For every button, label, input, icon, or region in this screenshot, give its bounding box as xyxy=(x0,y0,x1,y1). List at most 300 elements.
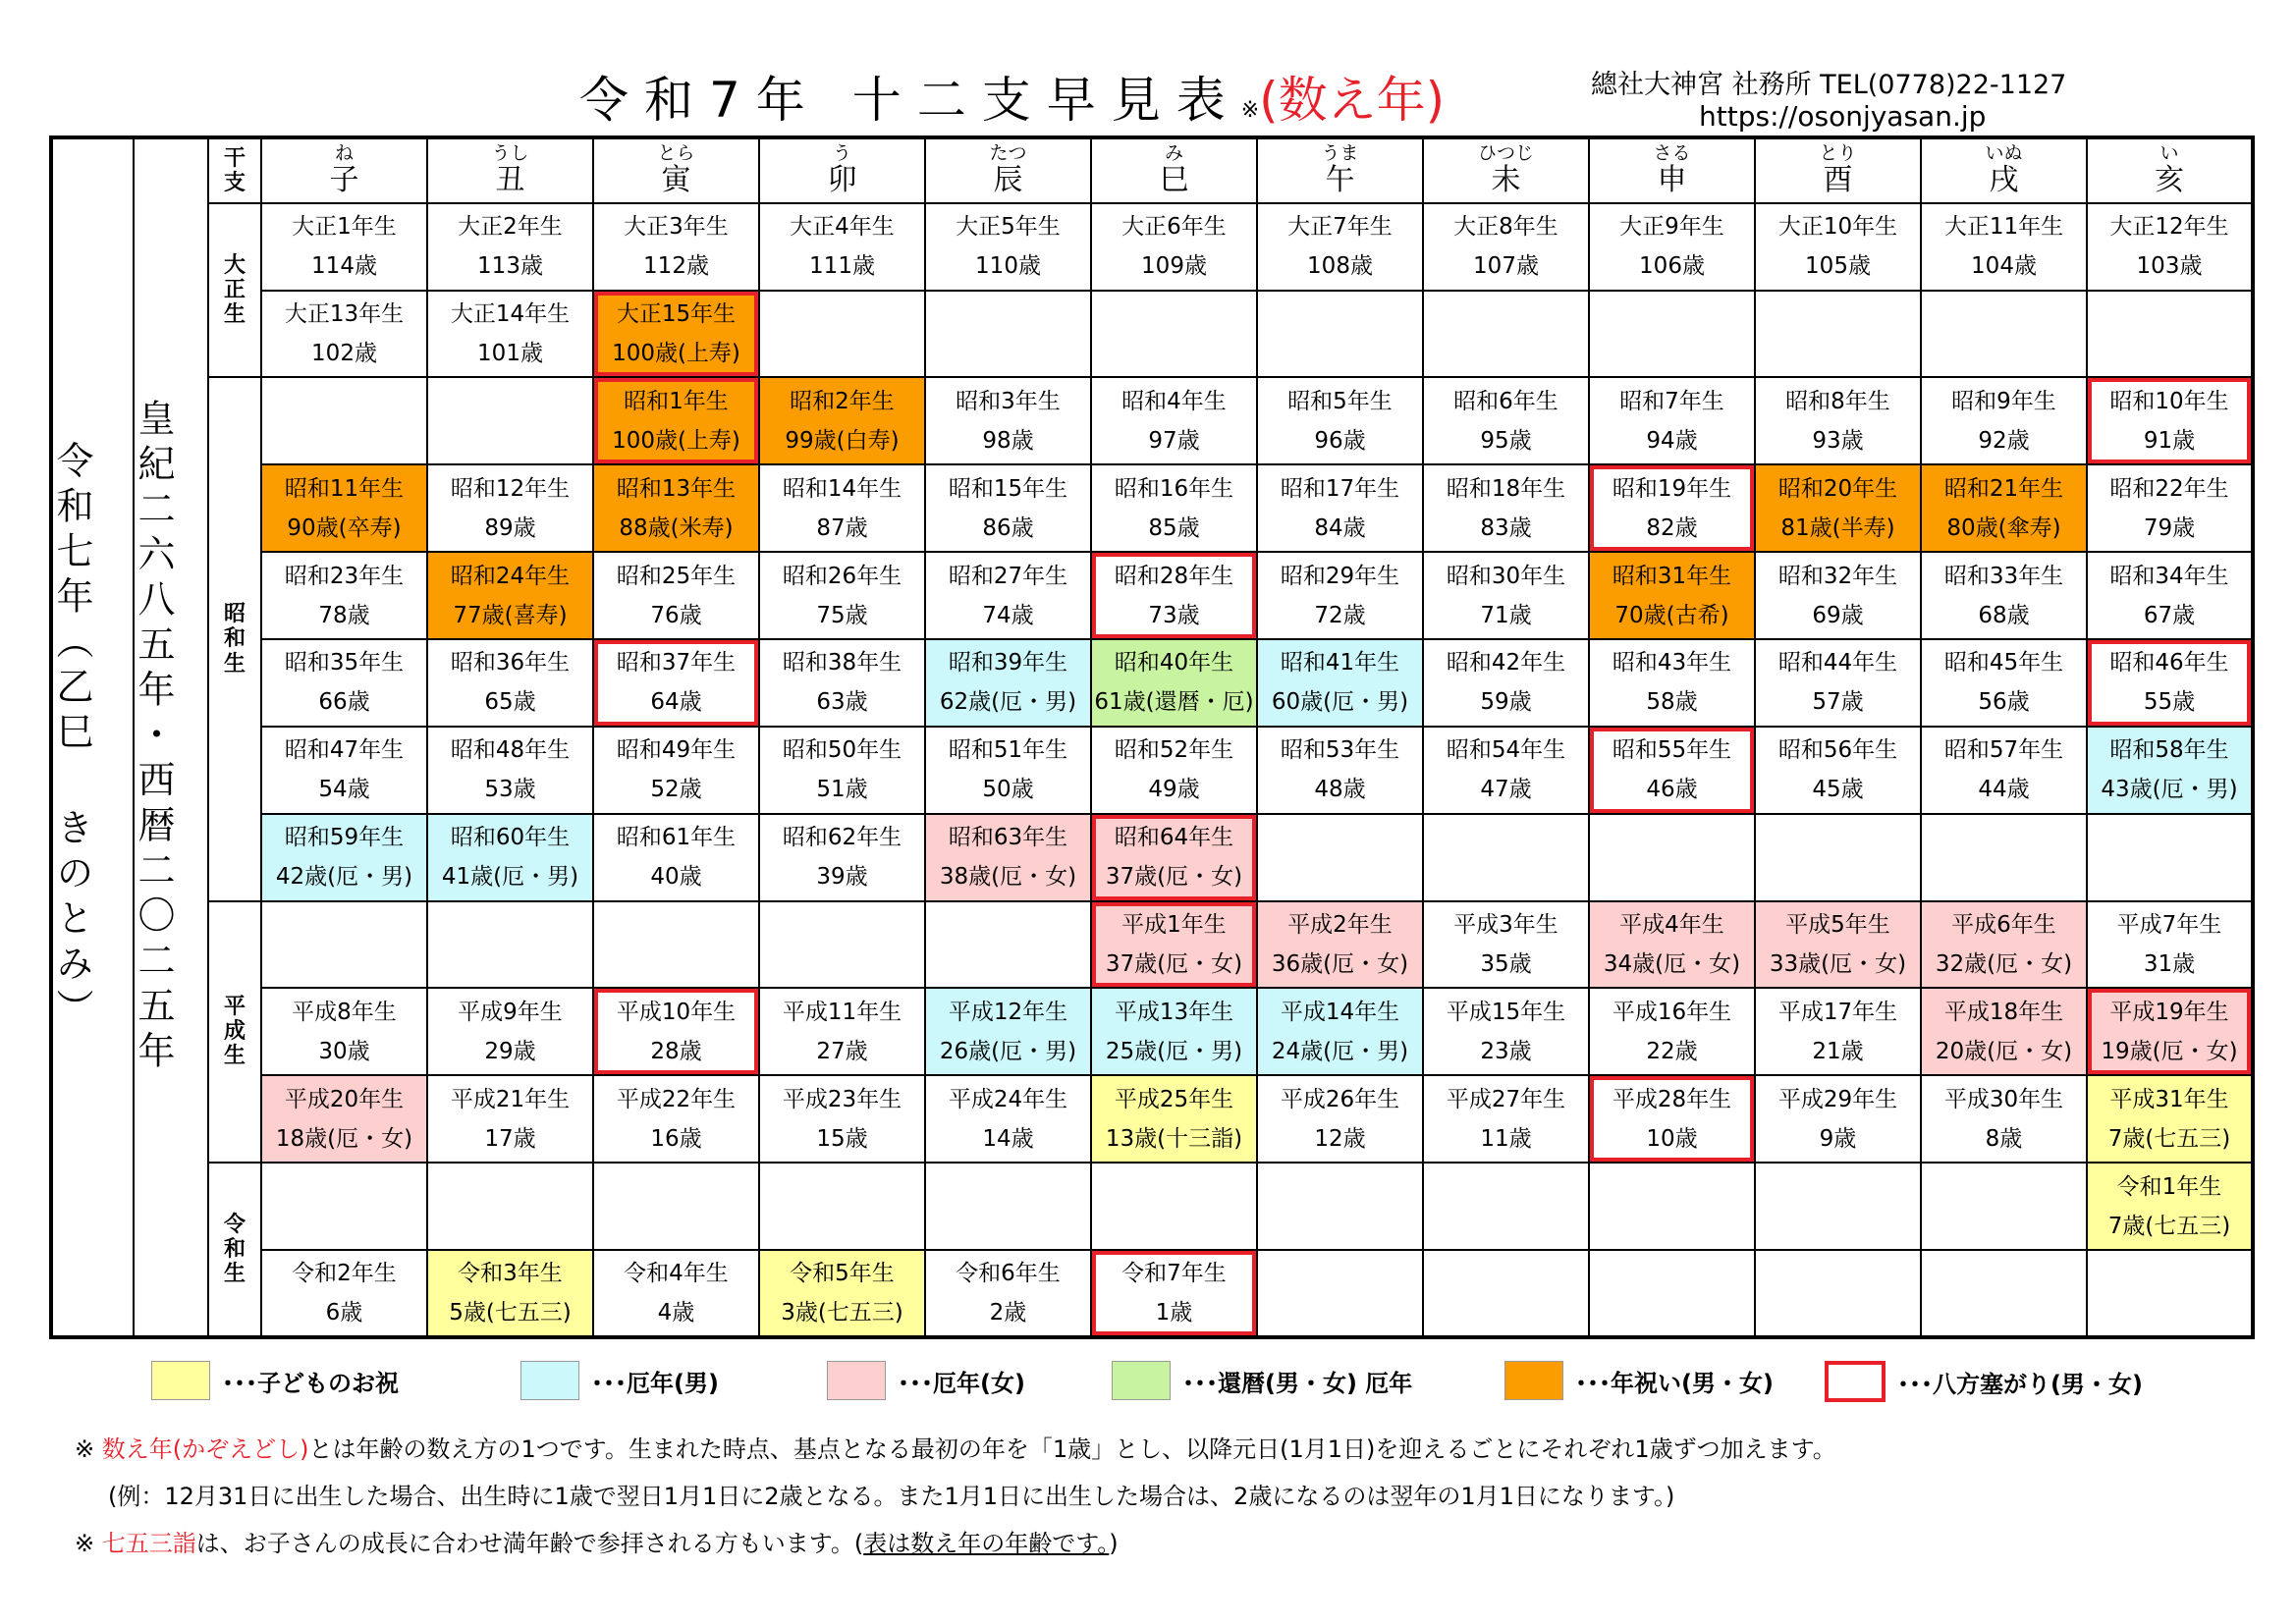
birth-year: 昭和40年生 xyxy=(1114,650,1234,677)
birth-year: 昭和18年生 xyxy=(1446,475,1566,502)
eto-header xyxy=(1423,137,1589,203)
age: 42歳(厄・男) xyxy=(275,864,413,891)
birth-year: 昭和26年生 xyxy=(782,563,902,589)
birth-year: 昭和9年生 xyxy=(1951,388,2056,414)
birth-year-cell xyxy=(1921,552,2087,639)
birth-year-cell xyxy=(1423,901,1589,989)
birth-year: 昭和30年生 xyxy=(1446,563,1566,589)
age: 90歳(卒寿) xyxy=(287,514,402,541)
birth-year: 昭和61年生 xyxy=(616,825,737,851)
birth-year-cell xyxy=(1921,639,2087,727)
birth-year-cell xyxy=(261,377,427,464)
age: 15歳 xyxy=(816,1125,868,1152)
eto-kanji: 卯 xyxy=(827,163,857,198)
age: 35歳 xyxy=(1480,950,1532,977)
eto-kanji: 申 xyxy=(1657,163,1687,198)
age: 27歳 xyxy=(816,1038,868,1064)
birth-year-cell xyxy=(261,814,427,901)
koki-label: 皇紀二六八五年・西暦二〇二五年 xyxy=(132,399,175,1076)
age: 80歳(傘寿) xyxy=(1946,514,2061,541)
birth-year: 令和1年生 xyxy=(2116,1173,2222,1200)
birth-year-cell xyxy=(925,901,1091,989)
birth-year: 昭和33年生 xyxy=(1943,563,2064,589)
birth-year-cell xyxy=(1091,814,1257,901)
age: 52歳 xyxy=(650,777,702,803)
birth-year: 平成28年生 xyxy=(1612,1086,1732,1112)
eto-header xyxy=(593,137,759,203)
age: 43歳(厄・男) xyxy=(2101,777,2238,803)
birth-year-cell xyxy=(2087,727,2253,814)
eto-kana: たつ xyxy=(989,142,1027,165)
birth-year: 昭和52年生 xyxy=(1114,737,1234,764)
age: 41歳(厄・男) xyxy=(441,864,579,891)
birth-year-cell xyxy=(593,639,759,727)
age: 47歳 xyxy=(1480,777,1532,803)
eto-label-char: 支 xyxy=(223,170,246,195)
year-label-cell xyxy=(51,137,134,1337)
birth-year: 昭和63年生 xyxy=(948,825,1068,851)
note-kazoe-text: とは年齢の数え方の1つです。生まれた時点、基点となる最初の年を「1歳」とし、以降元日(1月1日)を迎えるごとにそれぞれ1歳ずつ加えます。 xyxy=(308,1435,1836,1463)
note-shichigosan-term: 七五三詣 xyxy=(101,1530,196,1557)
birth-year: 平成30年生 xyxy=(1943,1086,2064,1112)
birth-year-cell xyxy=(1755,291,1921,378)
age: 114歳 xyxy=(311,253,377,280)
birth-year: 大正7年生 xyxy=(1287,214,1393,241)
birth-year-cell xyxy=(1257,639,1423,727)
birth-year-cell xyxy=(925,1250,1091,1337)
age: 65歳 xyxy=(484,689,536,716)
birth-year-cell xyxy=(2087,988,2253,1075)
age: 91歳 xyxy=(2143,427,2196,454)
era-label-char: 生 xyxy=(223,302,246,328)
birth-year-cell xyxy=(1423,1163,1589,1250)
birth-year: 昭和25年生 xyxy=(616,563,737,589)
legend-label: ･･･年祝い(男・女) xyxy=(1575,1369,1774,1397)
birth-year-cell xyxy=(1091,639,1257,727)
era-label-char: 令 xyxy=(223,1212,246,1237)
age: 100歳(上寿) xyxy=(612,427,740,454)
birth-year-cell xyxy=(925,377,1091,464)
birth-year-cell xyxy=(1423,988,1589,1075)
age: 104歳 xyxy=(1971,253,2037,280)
age: 1歳 xyxy=(1155,1299,1193,1326)
eto-kana: さる xyxy=(1653,142,1691,165)
birth-year: 昭和38年生 xyxy=(782,650,902,677)
birth-year: 平成25年生 xyxy=(1114,1086,1234,1112)
eto-header xyxy=(261,137,427,203)
birth-year: 大正6年生 xyxy=(1121,214,1227,241)
birth-year-cell xyxy=(593,814,759,901)
birth-year-cell xyxy=(427,901,593,989)
birth-year-cell xyxy=(1257,1163,1423,1250)
birth-year: 平成12年生 xyxy=(948,999,1068,1025)
birth-year-cell xyxy=(759,203,925,291)
note-shichigosan-underline: 表は数え年の年齢です。 xyxy=(863,1530,1110,1557)
table-row xyxy=(51,203,2253,291)
birth-year: 大正15年生 xyxy=(616,300,737,327)
birth-year: 令和2年生 xyxy=(292,1260,397,1286)
birth-year: 昭和42年生 xyxy=(1446,650,1566,677)
age: 37歳(厄・女) xyxy=(1105,864,1243,891)
birth-year-cell xyxy=(1921,291,2087,378)
birth-year-cell xyxy=(1257,291,1423,378)
birth-year-cell xyxy=(2087,1163,2253,1250)
age: 111歳 xyxy=(809,253,875,280)
birth-year-cell xyxy=(1755,988,1921,1075)
birth-year-cell xyxy=(1423,639,1589,727)
age: 9歳 xyxy=(1819,1125,1857,1152)
birth-year: 平成21年生 xyxy=(450,1086,571,1112)
birth-year: 平成26年生 xyxy=(1280,1086,1400,1112)
age: 84歳 xyxy=(1314,514,1366,541)
birth-year-cell xyxy=(427,464,593,552)
birth-year-cell xyxy=(1423,1075,1589,1163)
birth-year: 昭和10年生 xyxy=(2109,388,2229,414)
birth-year-cell xyxy=(593,988,759,1075)
age: 29歳 xyxy=(484,1038,536,1064)
birth-year-cell xyxy=(925,639,1091,727)
age: 97歳 xyxy=(1148,427,1200,454)
age: 88歳(米寿) xyxy=(619,514,734,541)
birth-year-cell xyxy=(1589,464,1755,552)
birth-year: 昭和2年生 xyxy=(790,388,895,414)
birth-year-cell xyxy=(1257,1250,1423,1337)
note-mark: ※ xyxy=(75,1435,95,1463)
birth-year-cell xyxy=(1091,727,1257,814)
birth-year-cell xyxy=(593,1250,759,1337)
birth-year-cell xyxy=(1921,203,2087,291)
age: 45歳 xyxy=(1812,777,1864,803)
age: 34歳(厄・女) xyxy=(1603,950,1741,977)
birth-year-cell xyxy=(2087,464,2253,552)
age: 92歳 xyxy=(1978,427,2030,454)
era-label-char: 大 xyxy=(223,252,246,278)
birth-year: 昭和6年生 xyxy=(1453,388,1558,414)
age: 57歳 xyxy=(1812,689,1864,716)
age: 106歳 xyxy=(1639,253,1705,280)
birth-year: 昭和20年生 xyxy=(1777,475,1898,502)
birth-year-cell xyxy=(1921,1163,2087,1250)
eto-header xyxy=(759,137,925,203)
birth-year-cell xyxy=(759,814,925,901)
birth-year-cell xyxy=(1091,901,1257,989)
eto-kanji: 辰 xyxy=(993,163,1023,198)
birth-year-cell xyxy=(925,1075,1091,1163)
age: 18歳(厄・女) xyxy=(275,1125,413,1152)
birth-year-cell xyxy=(925,291,1091,378)
birth-year: 令和3年生 xyxy=(458,1260,563,1286)
birth-year: 昭和27年生 xyxy=(948,563,1068,589)
birth-year-cell xyxy=(1921,1075,2087,1163)
age: 94歳 xyxy=(1646,427,1698,454)
birth-year-cell xyxy=(1589,1250,1755,1337)
age: 39歳 xyxy=(816,864,868,891)
birth-year-cell xyxy=(593,377,759,464)
age: 85歳 xyxy=(1148,514,1200,541)
eto-header xyxy=(1091,137,1257,203)
birth-year-cell xyxy=(1755,727,1921,814)
age: 24歳(厄・男) xyxy=(1271,1038,1409,1064)
age: 30歳 xyxy=(318,1038,370,1064)
age: 25歳(厄・男) xyxy=(1105,1038,1243,1064)
birth-year-cell xyxy=(925,727,1091,814)
age: 46歳 xyxy=(1646,777,1698,803)
birth-year-cell xyxy=(1091,291,1257,378)
birth-year: 平成10年生 xyxy=(616,999,737,1025)
birth-year-cell xyxy=(759,901,925,989)
birth-year-cell xyxy=(261,988,427,1075)
birth-year-cell xyxy=(593,203,759,291)
birth-year-cell xyxy=(1589,901,1755,989)
birth-year: 平成31年生 xyxy=(2109,1086,2229,1112)
birth-year: 平成18年生 xyxy=(1943,999,2064,1025)
age: 107歳 xyxy=(1473,253,1539,280)
age: 49歳 xyxy=(1148,777,1200,803)
age: 73歳 xyxy=(1148,602,1200,628)
birth-year: 令和7年生 xyxy=(1121,1260,1227,1286)
birth-year: 昭和3年生 xyxy=(956,388,1061,414)
age: 53歳 xyxy=(484,777,536,803)
birth-year: 昭和50年生 xyxy=(782,737,902,764)
age: 113歳 xyxy=(477,253,543,280)
era-label-char: 生 xyxy=(223,1262,246,1287)
birth-year-cell xyxy=(2087,639,2253,727)
birth-year-cell xyxy=(1257,901,1423,989)
table-row xyxy=(51,464,2253,552)
age: 14歳 xyxy=(982,1125,1034,1152)
age: 55歳 xyxy=(2143,689,2196,716)
birth-year: 平成2年生 xyxy=(1287,911,1393,938)
age: 72歳 xyxy=(1314,602,1366,628)
birth-year-cell xyxy=(759,464,925,552)
birth-year: 昭和5年生 xyxy=(1287,388,1393,414)
birth-year: 昭和28年生 xyxy=(1114,563,1234,589)
birth-year-cell xyxy=(593,1075,759,1163)
birth-year-cell xyxy=(1589,377,1755,464)
legend-item xyxy=(520,1361,719,1400)
birth-year: 平成6年生 xyxy=(1951,911,2056,938)
birth-year: 昭和35年生 xyxy=(284,650,405,677)
header-row xyxy=(51,137,2253,203)
birth-year-cell xyxy=(427,1163,593,1250)
birth-year-cell xyxy=(1257,814,1423,901)
age: 16歳 xyxy=(650,1125,702,1152)
birth-year-cell xyxy=(1921,464,2087,552)
table-row xyxy=(51,988,2253,1075)
birth-year-cell xyxy=(427,639,593,727)
year-label: 令和七年（乙巳 きのとみ） xyxy=(50,441,93,1034)
age: 64歳 xyxy=(650,689,702,716)
birth-year-cell xyxy=(1755,377,1921,464)
age: 33歳(厄・女) xyxy=(1769,950,1907,977)
age: 108歳 xyxy=(1307,253,1373,280)
birth-year-cell xyxy=(1921,814,2087,901)
age: 70歳(古希) xyxy=(1614,602,1729,628)
era-label-char: 和 xyxy=(223,1236,246,1262)
birth-year-cell xyxy=(1423,814,1589,901)
birth-year: 大正13年生 xyxy=(284,300,405,327)
birth-year-cell xyxy=(1755,1250,1921,1337)
birth-year: 昭和55年生 xyxy=(1612,737,1732,764)
note-mark: ※ xyxy=(75,1530,95,1557)
age: 23歳 xyxy=(1480,1038,1532,1064)
birth-year-cell xyxy=(1589,727,1755,814)
birth-year-cell xyxy=(1091,203,1257,291)
birth-year-cell xyxy=(1921,988,2087,1075)
eto-kanji: 亥 xyxy=(2155,163,2184,198)
age: 11歳 xyxy=(1480,1125,1532,1152)
age: 21歳 xyxy=(1812,1038,1864,1064)
birth-year: 平成8年生 xyxy=(292,999,397,1025)
age: 103歳 xyxy=(2136,253,2203,280)
birth-year-cell xyxy=(1589,291,1755,378)
birth-year-cell xyxy=(261,901,427,989)
legend-label: ･･･還暦(男・女) 厄年 xyxy=(1182,1369,1413,1397)
eto-kanji: 子 xyxy=(329,163,359,198)
birth-year-cell xyxy=(261,552,427,639)
eto-header xyxy=(925,137,1091,203)
legend-label: ･･･八方塞がり(男・女) xyxy=(1897,1370,2143,1398)
age: 100歳(上寿) xyxy=(612,340,740,366)
age: 28歳 xyxy=(650,1038,702,1064)
birth-year-cell xyxy=(2087,203,2253,291)
age: 13歳(十三詣) xyxy=(1105,1125,1243,1152)
birth-year-cell xyxy=(427,377,593,464)
birth-year-cell xyxy=(2087,552,2253,639)
birth-year: 令和5年生 xyxy=(790,1260,895,1286)
age: 98歳 xyxy=(982,427,1034,454)
era-label xyxy=(208,377,261,900)
eto-kanji: 巳 xyxy=(1159,163,1189,198)
birth-year-cell xyxy=(1091,552,1257,639)
age: 77歳(喜寿) xyxy=(453,602,568,628)
birth-year-cell xyxy=(759,727,925,814)
age: 48歳 xyxy=(1314,777,1366,803)
birth-year: 昭和4年生 xyxy=(1121,388,1227,414)
eto-kana: いぬ xyxy=(1985,142,2023,165)
eto-kana: み xyxy=(1164,142,1183,165)
birth-year-cell xyxy=(427,1075,593,1163)
age: 79歳 xyxy=(2143,514,2196,541)
age: 68歳 xyxy=(1978,602,2030,628)
birth-year: 昭和46年生 xyxy=(2109,650,2229,677)
era-label xyxy=(208,1163,261,1337)
birth-year-cell xyxy=(1257,1075,1423,1163)
age: 60歳(厄・男) xyxy=(1271,689,1409,716)
birth-year: 平成17年生 xyxy=(1777,999,1898,1025)
birth-year-cell xyxy=(1423,552,1589,639)
age: 19歳(厄・女) xyxy=(2101,1038,2238,1064)
birth-year: 平成16年生 xyxy=(1612,999,1732,1025)
birth-year: 平成29年生 xyxy=(1777,1086,1898,1112)
legend-swatch xyxy=(1825,1361,1886,1402)
birth-year: 大正1年生 xyxy=(292,214,397,241)
birth-year: 昭和21年生 xyxy=(1943,475,2064,502)
table-row xyxy=(51,552,2253,639)
eto-header xyxy=(2087,137,2253,203)
legend xyxy=(0,1361,2296,1404)
age: 51歳 xyxy=(816,777,868,803)
birth-year-cell xyxy=(759,1163,925,1250)
page-title xyxy=(579,61,1445,132)
age: 22歳 xyxy=(1646,1038,1698,1064)
birth-year: 昭和56年生 xyxy=(1777,737,1898,764)
birth-year: 昭和37年生 xyxy=(616,650,737,677)
age: 96歳 xyxy=(1314,427,1366,454)
age: 54歳 xyxy=(318,777,370,803)
birth-year: 大正8年生 xyxy=(1453,214,1558,241)
birth-year-cell xyxy=(1257,552,1423,639)
birth-year-cell xyxy=(1921,1250,2087,1337)
legend-item xyxy=(1825,1361,2143,1402)
age: 8歳 xyxy=(1985,1125,2023,1152)
birth-year: 昭和24年生 xyxy=(450,563,571,589)
shrine-url[interactable]: https://osonjyasan.jp xyxy=(1699,100,1987,133)
birth-year: 大正11年生 xyxy=(1943,214,2064,241)
birth-year: 大正9年生 xyxy=(1619,214,1724,241)
birth-year-cell xyxy=(1589,988,1755,1075)
title-note-mark: ※ xyxy=(1240,98,1260,123)
note-kazoe-term: 数え年(かぞえどし) xyxy=(101,1435,309,1463)
age: 75歳 xyxy=(816,602,868,628)
birth-year: 昭和57年生 xyxy=(1943,737,2064,764)
birth-year: 平成9年生 xyxy=(458,999,563,1025)
age: 95歳 xyxy=(1480,427,1532,454)
birth-year: 昭和43年生 xyxy=(1612,650,1732,677)
age: 7歳(七五三) xyxy=(2107,1125,2231,1152)
birth-year: 平成22年生 xyxy=(616,1086,737,1112)
birth-year: 昭和16年生 xyxy=(1114,475,1234,502)
birth-year-cell xyxy=(759,1250,925,1337)
birth-year-cell xyxy=(1091,1250,1257,1337)
age: 56歳 xyxy=(1978,689,2030,716)
age: 3歳(七五三) xyxy=(781,1299,903,1326)
birth-year-cell xyxy=(1423,203,1589,291)
age: 110歳 xyxy=(975,253,1041,280)
eto-kanji: 酉 xyxy=(1823,163,1853,198)
birth-year: 平成11年生 xyxy=(782,999,902,1025)
age: 87歳 xyxy=(816,514,868,541)
table-row xyxy=(51,727,2253,814)
birth-year-cell xyxy=(1589,814,1755,901)
birth-year: 昭和54年生 xyxy=(1446,737,1566,764)
title-kazoe: (数え年) xyxy=(1259,72,1446,129)
birth-year: 平成1年生 xyxy=(1121,911,1227,938)
eto-kanji: 戌 xyxy=(1989,163,2019,198)
birth-year: 昭和13年生 xyxy=(616,475,737,502)
age: 82歳 xyxy=(1646,514,1698,541)
birth-year-cell xyxy=(427,814,593,901)
table-row xyxy=(51,901,2253,989)
birth-year-cell xyxy=(1091,464,1257,552)
birth-year: 昭和14年生 xyxy=(782,475,902,502)
legend-swatch xyxy=(1112,1361,1171,1400)
eto-kanji: 未 xyxy=(1491,163,1521,198)
birth-year: 昭和29年生 xyxy=(1280,563,1400,589)
birth-year: 平成4年生 xyxy=(1619,911,1724,938)
birth-year: 昭和59年生 xyxy=(284,825,405,851)
birth-year-cell xyxy=(1257,988,1423,1075)
birth-year: 昭和32年生 xyxy=(1777,563,1898,589)
birth-year: 昭和23年生 xyxy=(284,563,405,589)
eto-kana: ひつじ xyxy=(1477,142,1534,165)
era-label xyxy=(208,901,261,1164)
birth-year-cell xyxy=(2087,814,2253,901)
birth-year-cell xyxy=(427,1250,593,1337)
birth-year: 昭和45年生 xyxy=(1943,650,2064,677)
birth-year-cell xyxy=(1257,377,1423,464)
age: 40歳 xyxy=(650,864,702,891)
